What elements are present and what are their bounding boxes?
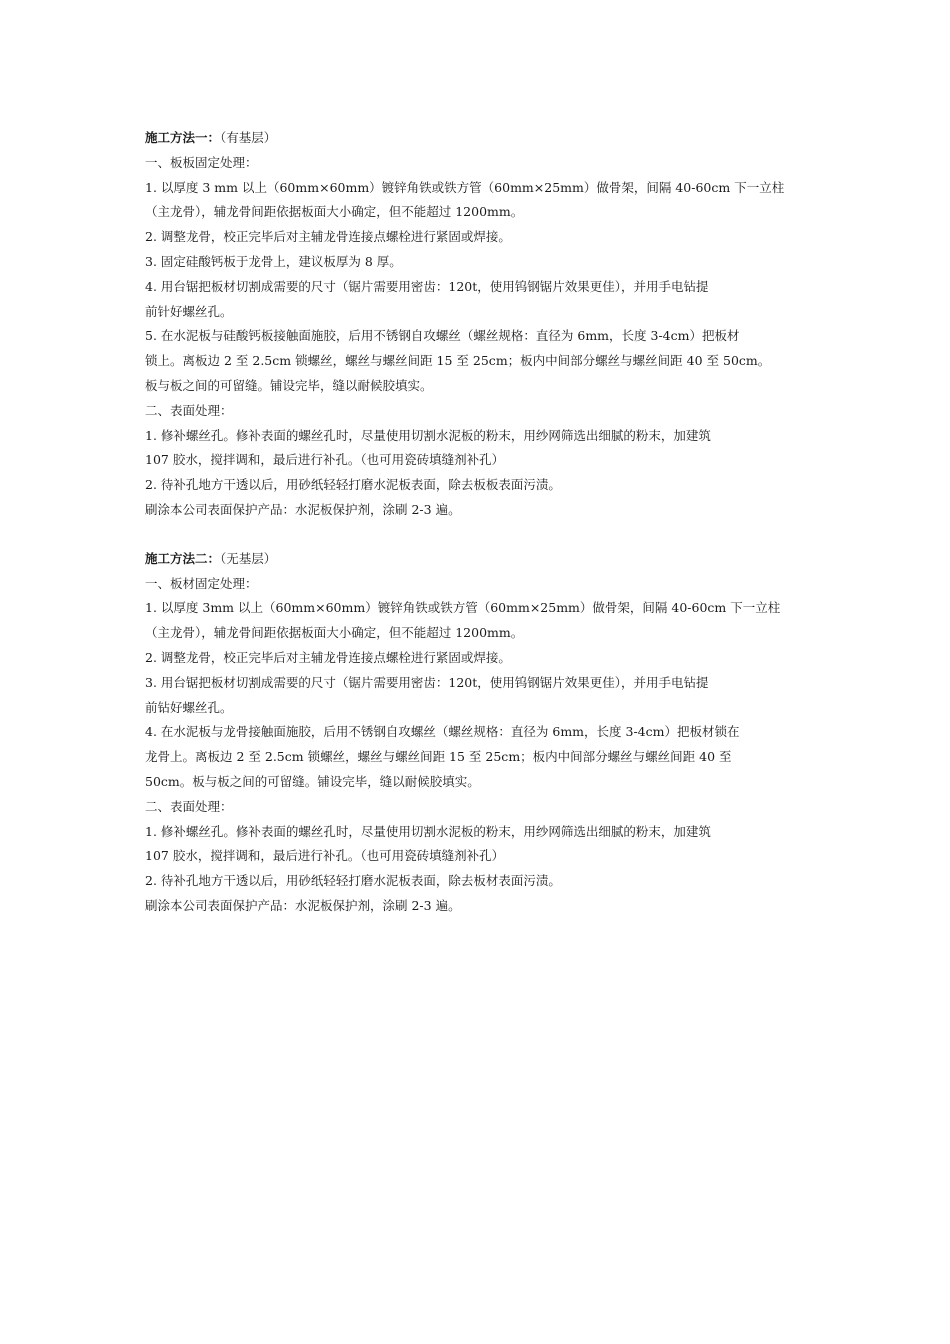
paragraph-line: 5. 在水泥板与硅酸钙板接触面施胶，后用不锈钢自攻螺丝（螺丝规格：直径为 6mm，长度 3-4cm）把板材 — [145, 328, 740, 344]
paragraph-line: 前钻好螺丝孔。 — [145, 699, 233, 715]
paragraph-line: （主龙骨），辅龙骨间距依据板面大小确定，但不能超过 1200mm。 — [145, 204, 524, 220]
paragraph-line: 龙骨上。离板边 2 至 2.5cm 锁螺丝，螺丝与螺丝间距 15 至 25cm；板内中间部分螺丝与螺丝间距 40 至 — [145, 749, 732, 765]
paragraph-line: 一、板板固定处理： — [145, 154, 258, 170]
method-two-section — [145, 547, 810, 919]
method-two-title: 施工方法二： — [145, 550, 221, 566]
paragraph-line: 刷涂本公司表面保护产品：水泥板保护剂，涂刷 2-3 遍。 — [145, 501, 461, 517]
paragraph-line: 3. 固定硅酸钙板于龙骨上，建议板厚为 8 厚。 — [145, 253, 402, 269]
method-one-title: 施工方法一： — [145, 130, 221, 145]
document-page — [145, 126, 810, 919]
paragraph-line: 板与板之间的可留缝。铺设完毕，缝以耐候胶填实。 — [145, 377, 433, 393]
paragraph-line: 1. 修补螺丝孔。修补表面的螺丝孔时，尽量使用切割水泥板的粉末，用纱网筛选出细腻的粉末，加建筑 — [145, 427, 711, 443]
paragraph-line: 2. 调整龙骨，校正完毕后对主辅龙骨连接点螺栓进行紧固或焊接。 — [145, 229, 511, 245]
paragraph-line: 一、板材固定处理： — [145, 575, 258, 591]
method-one-subtitle: （有基层） — [220, 130, 277, 145]
paragraph-line: 刷涂本公司表面保护产品：水泥板保护剂，涂刷 2-3 遍。 — [145, 897, 461, 913]
paragraph-line: 2. 待补孔地方干透以后，用砂纸轻轻打磨水泥板表面，除去板材表面污渍。 — [145, 873, 561, 889]
paragraph-line: 107 胶水，搅拌调和，最后进行补孔。（也可用瓷砖填缝剂补孔） — [145, 452, 505, 468]
paragraph-line: 前针好螺丝孔。 — [145, 303, 233, 319]
paragraph-line: 107 胶水，搅拌调和，最后进行补孔。（也可用瓷砖填缝剂补孔） — [145, 848, 505, 864]
paragraph-line: 3. 用台锯把板材切割成需要的尺寸（锯片需要用密齿：120t，使用钨钢锯片效果更佳），并用手电钻提 — [145, 674, 709, 690]
paragraph-line: 1. 以厚度 3 mm 以上（60mm×60mm）镀锌角铁或铁方管（60mm×25mm）做骨架，间隔 40-60cm 下一立柱 — [145, 179, 785, 195]
paragraph-line: 2. 待补孔地方干透以后，用砂纸轻轻打磨水泥板表面，除去板板表面污渍。 — [145, 477, 561, 493]
paragraph-line: 4. 在水泥板与龙骨接触面施胶，后用不锈钢自攻螺丝（螺丝规格：直径为 6mm，长度 3-4cm）把板材锁在 — [145, 724, 740, 740]
method-two-subtitle: （无基层） — [220, 550, 277, 566]
paragraph-line: 二、表面处理： — [145, 402, 233, 418]
paragraph-line: 1. 以厚度 3mm 以上（60mm×60mm）镀锌角铁或铁方管（60mm×25mm）做骨架，间隔 40-60cm 下一立柱 — [145, 600, 781, 616]
method-one-heading — [145, 126, 810, 151]
paragraph-line: 4. 用台锯把板材切割成需要的尺寸（锯片需要用密齿：120t，使用钨钢锯片效果更佳），并用手电钻提 — [145, 278, 709, 294]
paragraph-line: 50cm。板与板之间的可留缝。铺设完毕，缝以耐候胶填实。 — [145, 773, 480, 789]
paragraph-line: 锁上。离板边 2 至 2.5cm 锁螺丝，螺丝与螺丝间距 15 至 25cm；板内中间部分螺丝与螺丝间距 40 至 50cm。 — [145, 353, 771, 369]
paragraph-line: （主龙骨），辅龙骨间距依据板面大小确定，但不能超过 1200mm。 — [145, 625, 524, 641]
method-two-heading — [145, 547, 810, 572]
paragraph-line: 2. 调整龙骨，校正完毕后对主辅龙骨连接点螺栓进行紧固或焊接。 — [145, 649, 511, 665]
method-one-section — [145, 126, 810, 523]
paragraph-line: 二、表面处理： — [145, 798, 233, 814]
paragraph-line: 1. 修补螺丝孔。修补表面的螺丝孔时，尽量使用切割水泥板的粉末，用纱网筛选出细腻的粉末，加建筑 — [145, 823, 711, 839]
